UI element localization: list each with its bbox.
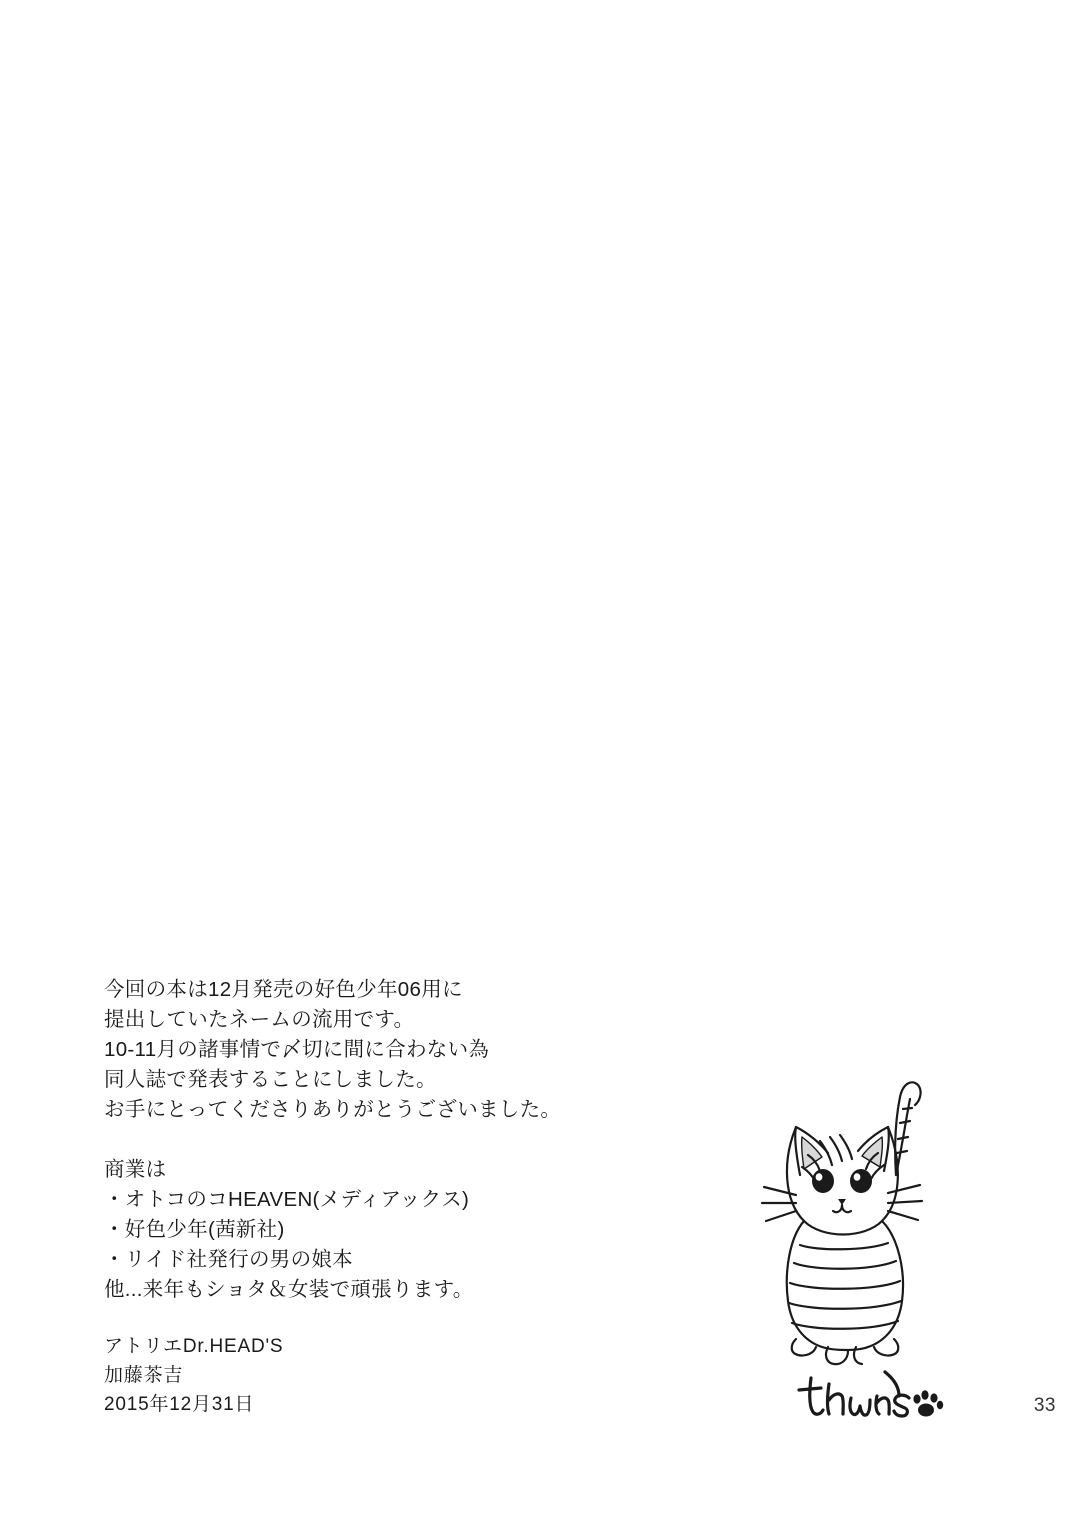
publication-date: 2015年12月31日	[104, 1394, 255, 1415]
page-number: 33	[1033, 1395, 1056, 1416]
colophon-block	[104, 1332, 283, 1419]
thanks-handwritten-note	[795, 1370, 965, 1430]
afterword-paragraph-2: 商業は ・オトコのコHEAVEN(メディアックス) ・好色少年(茜新社) ・リイド社発行の男の娘本 他...来年もショタ＆女装で頑張ります。	[104, 1158, 474, 1301]
cat-illustration	[760, 1075, 990, 1395]
circle-name: アトリエDr.HEAD'S	[104, 1336, 284, 1357]
afterword-paragraph-1: 今回の本は12月発売の好色少年06用に 提出していたネームの流用です。 10-11月の諸事情で〆切に間に合わない為 同人誌で発表することにしました。 お手にとってくださりありがとうございました。	[104, 978, 562, 1121]
paragraph-spacer	[104, 1125, 664, 1155]
author-name: 加藤茶吉	[104, 1365, 184, 1386]
afterword-text-block	[104, 975, 664, 1305]
